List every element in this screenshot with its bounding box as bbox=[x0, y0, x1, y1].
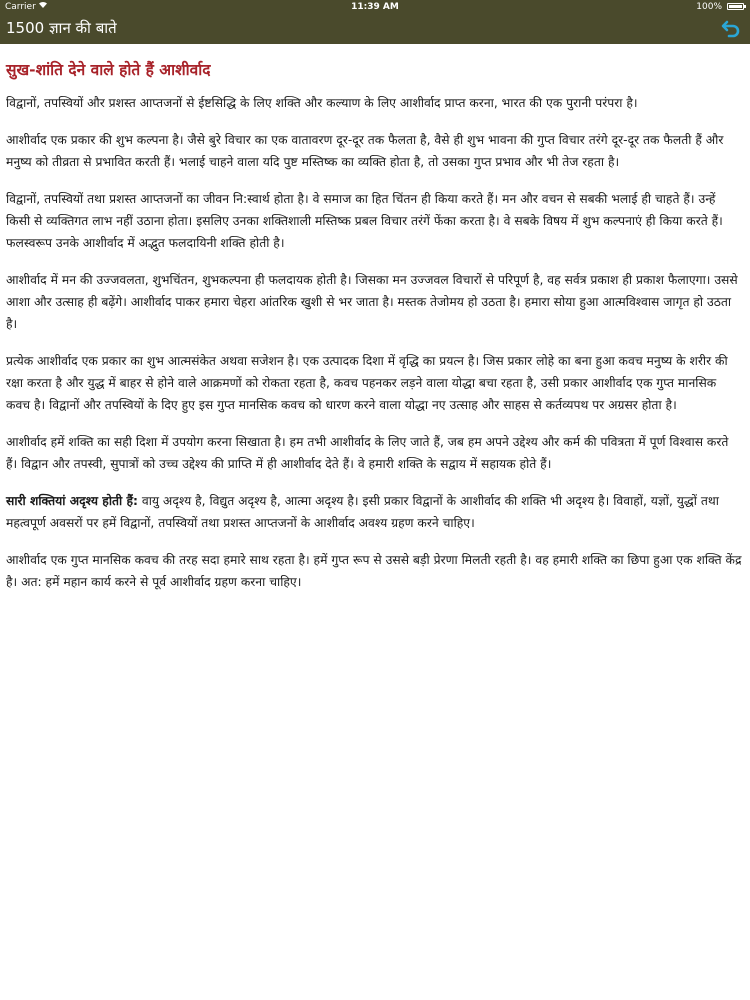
paragraph-4: आशीर्वाद में मन की उज्जवलता, शुभचिंतन, शुभकल्पना ही फलदायक होती है। जिसका मन उज्जवल विचारों से परिपूर्ण है, वह सर्वत्र प्रकाश ही प्रकाश फैलाएगा। उससे आशा और उत्साह ही बढ़ेंगे। आशीर्वाद पाकर हमारा चेहरा आंतरिक खुशी से भर जाता है। मस्तक तेजोमय हो उठता है। हमारा सोया हुआ आत्मविश्वास जागृत हो उठता है। bbox=[6, 273, 738, 331]
carrier-label: Carrier bbox=[5, 2, 36, 12]
paragraph-7-lead: सारी शक्तियां अदृश्य होती हैं: bbox=[6, 494, 138, 508]
article-title: सुख-शांति देने वाले होते हैं आशीर्वाद bbox=[6, 61, 211, 79]
paragraph-7-text: वायु अदृश्य है, विद्युत अदृश्य है, आत्मा अदृश्य है। इसी प्रकार विद्वानों के आशीर्वाद की शक्ति भी अदृश्य है। विवाहों, यज्ञों, युद्धों तथा महत्वपूर्ण अवसरों पर हमें विद्वानों, तपस्वियों तथा प्रशस्त आप्तजनों के आशीर्वाद अवश्य ग्रहण करने चाहिए। bbox=[6, 494, 719, 530]
back-arrow-icon[interactable] bbox=[720, 18, 742, 40]
paragraph-2: आशीर्वाद एक प्रकार की शुभ कल्पना है। जैसे बुरे विचार का एक वातावरण दूर-दूर तक फैलता है, वैसे ही शुभ भावना की गुप्त विचार तरंगे दूर-दूर तक फैलती हैं और मनुष्य को तीव्रता से प्रभावित करती हैं। भलाई चाहने वाला यदि पुष्ट मस्तिष्क का व्यक्ति होता है, तो उसका गुप्त प्रभाव और भी तेज रहता है। bbox=[6, 133, 724, 169]
article-content bbox=[6, 58, 742, 608]
clock: 11:39 AM bbox=[351, 2, 399, 12]
paragraph-6: आशीर्वाद हमें शक्ति का सही दिशा में उपयोग करना सिखाता है। हम तभी आशीर्वाद के लिए जाते हैं, जब हम अपने उद्देश्य और कर्म की पवित्रता में पूर्ण विश्वास करते हैं। विद्वान और तपस्वी, सुपात्रों को उच्च उद्देश्य की प्राप्ति में ही आशीर्वाद देते हैं। वे हमारी शक्ति के सद्वाय में सहायक होते हैं। bbox=[6, 435, 729, 471]
paragraph-3: विद्वानों, तपस्वियों तथा प्रशस्त आप्तजनों का जीवन नि:स्वार्थ होता है। वे समाज का हित चिंतन ही किया करते हैं। मन और वचन से सबकी भलाई ही चाहते हैं। उन्हें किसी से व्यक्तिगत लाभ नहीं उठाना होता। इसलिए उनका शक्तिशाली मस्तिष्क प्रबल विचार तरंगें फेंका करता है। वे सबके विषय में शुभ कल्पनाएं ही किया करते हैं। फलस्वरूप उनके आशीर्वाद में अद्भुत फलदायिनी शक्ति होती है। bbox=[6, 192, 723, 250]
battery-icon bbox=[727, 3, 744, 10]
status-bar bbox=[0, 0, 750, 14]
paragraph-closing: आशीर्वाद एक गुप्त मानसिक कवच की तरह सदा हमारे साथ रहता है। हमें गुप्त रूप से उससे बड़ी प्रेरणा मिलती रहती है। वह हमारी शक्ति का छिपा हुआ एक शक्ति केंद्र है। अत: हमें महान कार्य करने से पूर्व आशीर्वाद ग्रहण करना चाहिए। bbox=[6, 553, 742, 589]
paragraph-5: प्रत्येक आशीर्वाद एक प्रकार का शुभ आत्मसंकेत अथवा सजेशन है। एक उत्पादक दिशा में वृद्धि का प्रयत्न है। जिस प्रकार लोहे का बना हुआ कवच मनुष्य के शरीर की रक्षा करता है और युद्ध में बाहर से होने वाले आक्रमणों को रोकता रहता है, कवच पहनकर लड़ने वाला योद्धा बचा रहता है, उसी प्रकार आशीर्वाद एक गुप्त मानसिक कवच है। विद्वानों और तपस्वियों के दिए हुए इस गुप्त मानसिक कवच को धारण करने वाला योद्धा नए उत्साह और साहस से कर्तव्यपथ पर अग्रसर होता है। bbox=[6, 354, 728, 412]
app-title: 1500 ज्ञान की बाते bbox=[6, 19, 117, 37]
navigation-bar bbox=[0, 14, 750, 44]
paragraph-1: विद्वानों, तपस्वियों और प्रशस्त आप्तजनों से ईष्टसिद्धि के लिए शक्ति और कल्याण के लिए आशीर्वाद प्राप्त करना, भारत की एक पुरानी परंपरा है। bbox=[6, 96, 638, 110]
battery-percent: 100% bbox=[696, 2, 722, 12]
paragraph-7 bbox=[6, 490, 742, 534]
